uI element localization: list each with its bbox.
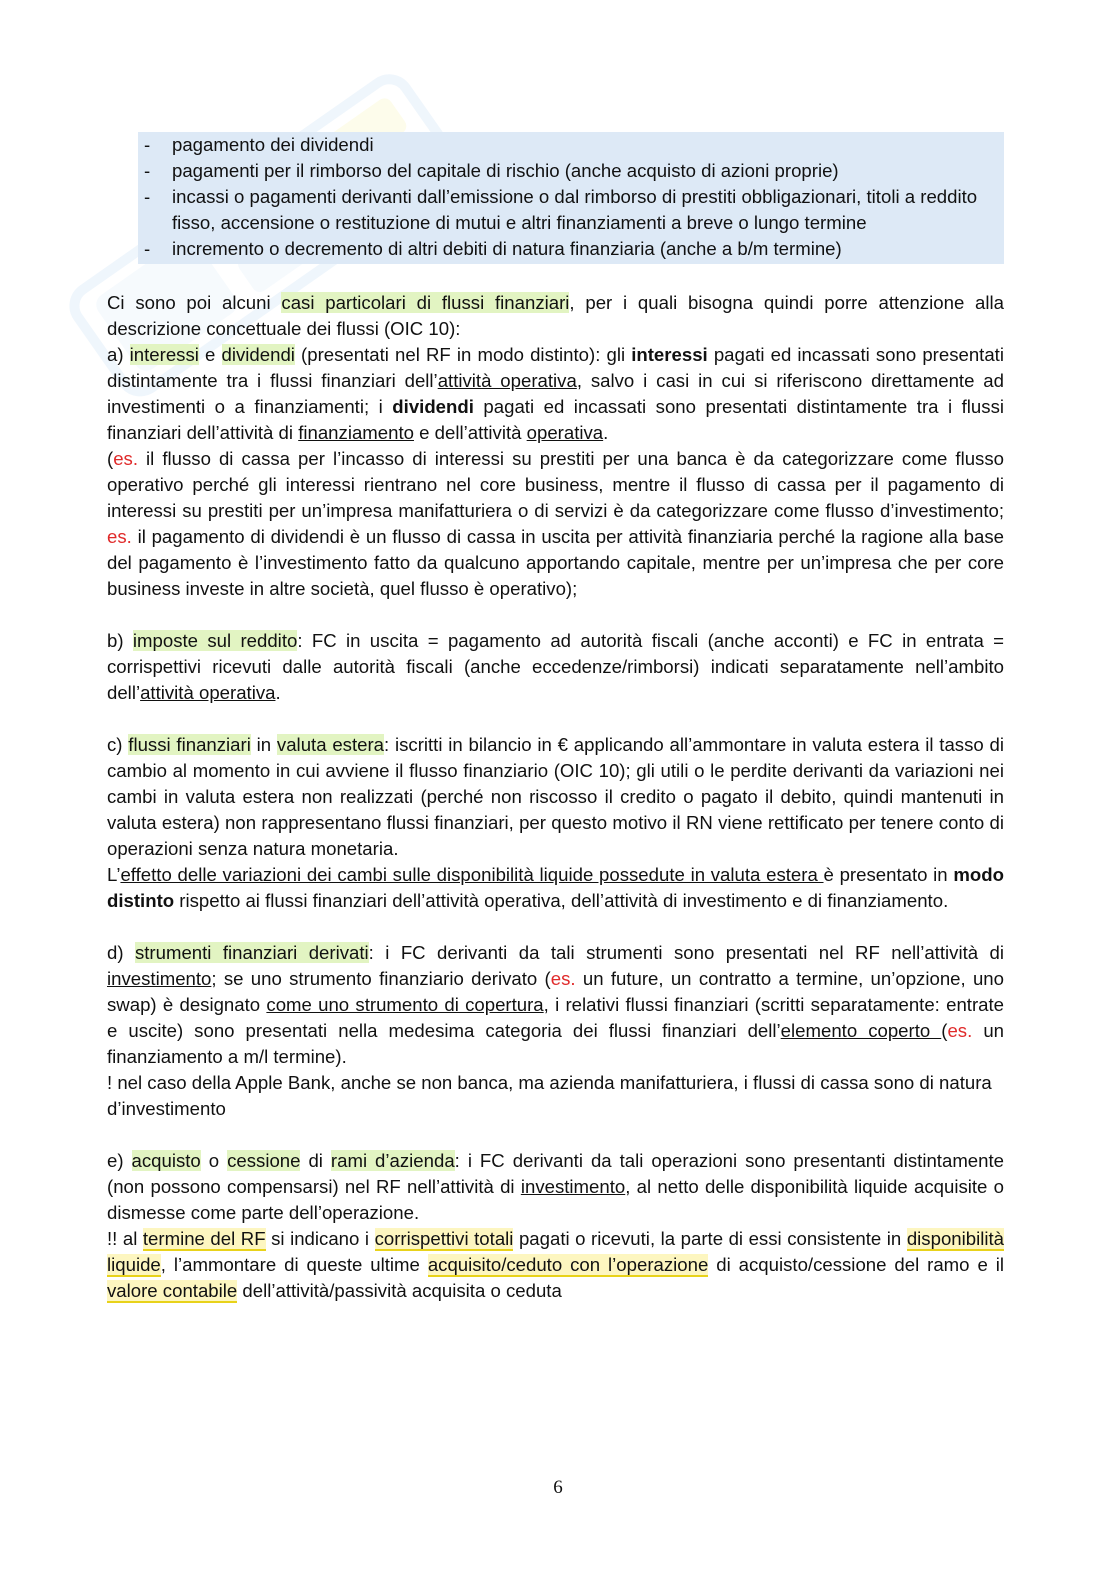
highlighted-list-box: [138, 132, 1004, 264]
list-item: - incremento o decremento di altri debiti di natura finanziaria (anche a b/m termine): [144, 236, 1002, 262]
yellow-underline: valore contabile: [107, 1280, 238, 1301]
underlined-term: finanziamento: [298, 422, 414, 443]
example-tag: es.: [550, 968, 576, 989]
section-a-example: (es. il flusso di cassa per l’incasso di interessi su prestiti per una banca è da categorizzare come flusso operativo perché gli interessi rientrano nel core business, mentre il flusso di cassa per il pagamento di interessi su prestiti per un’impresa manifatturiera o di servizi è da categorizzare come flusso d’investimento; es. il pagamento di dividendi è un flusso di cassa in uscita per attività finanziaria perché la ragione alla base del pagamento è l’investimento fatto da qualcuno apportando capitale, mentre per un’impresa che per core business investe in altre società, quel flusso è operativo);: [107, 448, 1004, 599]
underlined-term: operativa: [526, 422, 604, 443]
underlined-term: elemento coperto: [780, 1020, 942, 1041]
section-d-note: ! nel caso della Apple Bank, anche se non banca, ma azienda manifatturiera, i flussi di cassa sono di natura d’investimento: [107, 1072, 992, 1119]
highlight: casi particolari di flussi finanziari: [281, 292, 570, 313]
underlined-term: investimento: [520, 1176, 626, 1197]
section-d-paragraph: d) strumenti finanziari derivati: i FC derivanti da tali strumenti sono presentati nel RF nell’attività di investimento; se uno strumento finanziario derivato (es. un future, un contratto a termine, un’opzione, uno swap) è designato come uno strumento di copertura, i relativi flussi finanziari (scritti separatamente: entrate e uscite) sono presentati nella medesima categoria dei flussi finanziari dell’elemento coperto (es. un finanziamento a m/l termine).: [107, 942, 1005, 1067]
bold-term: interessi: [631, 344, 708, 365]
yellow-underline: disponibilità liquide: [107, 1228, 1004, 1275]
document-page: [107, 132, 1004, 1304]
highlight: flussi finanziari: [128, 734, 251, 755]
highlight: imposte sul reddito: [132, 630, 298, 651]
intro-paragraph: Ci sono poi alcuni casi particolari di flussi finanziari, per i quali bisogna quindi porre attenzione alla descrizione concettuale dei flussi (OIC 10):: [107, 292, 1005, 339]
bullet-list: [144, 132, 1002, 262]
section-e-note: !! al termine del RF si indicano i corrispettivi totali pagati o ricevuti, la parte di essi consistente in disponibilità liquide, l’ammontare di queste ultime acquisito/ceduto con l’operazione di acquisto/cessione del ramo e il valore contabile dell’attività/passività acquisita o ceduta: [107, 1228, 1004, 1301]
section-b-paragraph: b) imposte sul reddito: FC in uscita = pagamento ad autorità fiscali (anche acconti) e FC in entrata = corrispettivi ricevuti dalle autorità fiscali (anche eccedenze/rimborsi) indicati separatamente nell’ambito dell’attività operativa.: [107, 630, 1004, 703]
bold-term: dividendi: [392, 396, 474, 417]
bold-term: modo distinto: [107, 864, 1004, 911]
section-e-paragraph: e) acquisto o cessione di rami d’azienda: i FC derivanti da tali operazioni sono presentanti distintamente (non possono compensarsi) nel RF nell’attività di investimento, al netto delle disponibilità liquide acquisite o dismesse come parte dell’operazione.: [107, 1150, 1004, 1223]
yellow-underline: corrispettivi totali: [374, 1228, 514, 1249]
underlined-term: attività operativa: [140, 682, 276, 703]
underlined-term: effetto delle variazioni dei cambi sulle disponibilità liquide possedute in valuta estera: [120, 864, 824, 885]
highlight: dividendi: [221, 344, 295, 365]
highlight: cessione: [227, 1150, 301, 1171]
underlined-term: investimento: [107, 968, 212, 989]
example-tag: es.: [113, 448, 139, 469]
section-c-paragraph: c) flussi finanziari in valuta estera: iscritti in bilancio in € applicando all’ammontare in valuta estera il tasso di cambio al momento in cui avviene il flusso finanziario (OIC 10); gli utili o le perdite derivanti da variazioni nei cambi in valuta estera non realizzati (perché non riscosso il credito o pagato il debito, quindi mantenuti in valuta estera) non rappresentano flussi finanziari, per questo motivo il RN viene rettificato per tenere conto di operazioni senza natura monetaria.: [107, 734, 1004, 859]
list-item: - pagamenti per il rimborso del capitale di rischio (anche acquisto di azioni proprie): [144, 158, 1002, 184]
example-tag: es.: [947, 1020, 973, 1041]
page-number: 6: [553, 1477, 563, 1498]
yellow-underline: termine del RF: [142, 1228, 266, 1249]
highlight: rami d’azienda: [330, 1150, 455, 1171]
example-tag: es.: [107, 526, 132, 547]
highlight: strumenti finanziari derivati: [134, 942, 369, 963]
section-c-note: L’effetto delle variazioni dei cambi sulle disponibilità liquide possedute in valuta estera è presentato in modo distinto rispetto ai flussi finanziari dell’attività operativa, dell’attività di investimento e di finanziamento.: [107, 864, 1004, 911]
section-a-paragraph: a) interessi e dividendi (presentati nel RF in modo distinto): gli interessi pagati ed incassati sono presentati distintamente tra i flussi finanziari dell’attività operativa, salvo i casi in cui si riferiscono direttamente ad investimenti o a finanziamenti; i dividendi pagati ed incassati sono presentati distintamente tra i flussi finanziari dell’attività di finanziamento e dell’attività operativa.: [107, 344, 1005, 443]
list-item: - incassi o pagamenti derivanti dall’emissione o dal rimborso di prestiti obbligazionari, titoli a reddito fisso, accensione o restituzione di mutui e altri finanziamenti a breve o lungo termine: [144, 184, 1002, 236]
highlight: valuta estera: [276, 734, 385, 755]
yellow-underline: acquisito/ceduto con l’operazione: [427, 1254, 709, 1275]
underlined-term: come uno strumento di copertura: [266, 994, 544, 1015]
highlight: interessi: [129, 344, 199, 365]
highlight: acquisto: [131, 1150, 201, 1171]
list-item: - pagamento dei dividendi: [144, 132, 1002, 158]
underlined-term: attività operativa: [437, 370, 577, 391]
